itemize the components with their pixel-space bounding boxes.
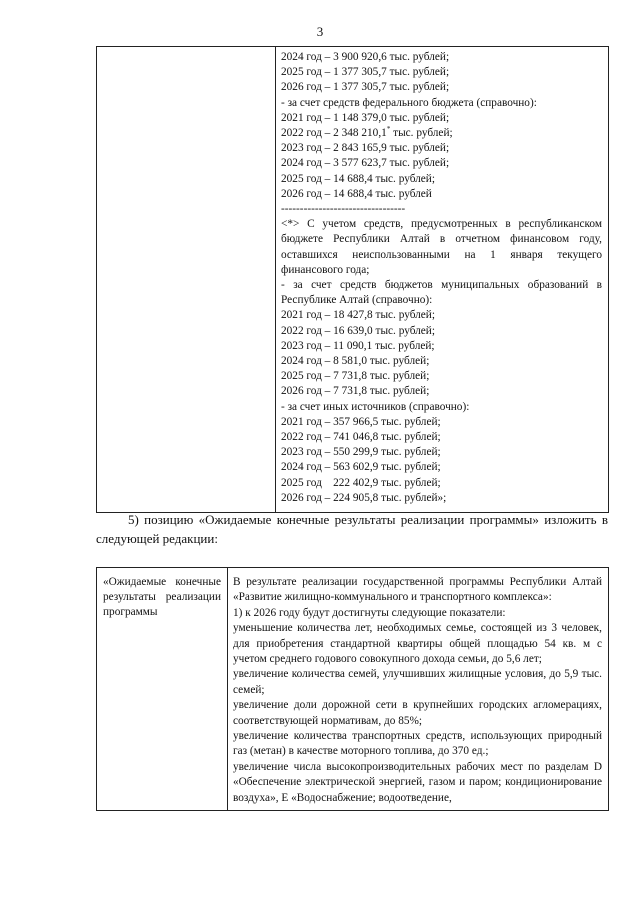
budget-line-2022-federal <box>281 126 602 141</box>
budget-line: 2021 год – 1 148 379,0 тыс. рублей; <box>281 111 450 124</box>
budget-line: 2021 год – 357 966,5 тыс. рублей; <box>281 415 441 428</box>
budget-line: 2026 год – 7 731,8 тыс. рублей; <box>281 385 430 398</box>
municipal-budget-heading: - за счет средств бюджетов муниципальных образований в Республике Алтай (справочно): <box>281 279 602 307</box>
budget-line: 2025 год – 1 377 305,7 тыс. рублей; <box>281 66 450 79</box>
footnote-text: <*> С учетом средств, предусмотренных в республиканском бюджете Республики Алтай в отчетном финансовом году, оставшихся неиспользованными на 1 января текущего финансового года; <box>281 218 602 276</box>
budget-line: 2023 год – 2 843 165,9 тыс. рублей; <box>281 142 450 155</box>
budget-line: 2024 год – 563 602,9 тыс. рублей; <box>281 461 441 474</box>
results-paragraph: увеличение количества транспортных средств, использующих природный газ (метан) в качестве моторного топлива, до 370 ед.; <box>233 730 602 758</box>
budget-line: 2026 год – 1 377 305,7 тыс. рублей; <box>281 81 450 94</box>
footnote-separator: --------------------------------- <box>281 203 406 216</box>
results-paragraph: увеличение числа высокопроизводительных рабочих мест по разделам D «Обеспечение электрической энергией, газом и паром; кондиционирование воздуха», E «Водоснабжение; водоотведение, <box>233 760 602 804</box>
budget-line: 2023 год – 550 299,9 тыс. рублей; <box>281 446 441 459</box>
federal-budget-heading: - за счет средств федерального бюджета (справочно): <box>281 96 537 109</box>
footnote-marker: * <box>386 125 391 134</box>
results-paragraph: увеличение количества семей, улучшивших жилищные условия, до 5,9 тыс. семей; <box>233 668 602 696</box>
funding-table <box>96 46 609 513</box>
results-paragraph: увеличение доли дорожной сети в крупнейших городских агломерациях, соответствующей нормативам, до 85%; <box>233 699 602 727</box>
results-table-right-cell <box>228 568 609 811</box>
budget-line: 2025 год – 14 688,4 тыс. рублей; <box>281 172 435 185</box>
budget-line: 2021 год – 18 427,8 тыс. рублей; <box>281 309 435 322</box>
budget-line: 2025 год – 7 731,8 тыс. рублей; <box>281 370 430 383</box>
budget-line: 2022 год – 16 639,0 тыс. рублей; <box>281 324 435 337</box>
budget-line: 2023 год – 11 090,1 тыс. рублей; <box>281 339 435 352</box>
budget-line: 2026 год – 14 688,4 тыс. рублей <box>281 187 432 200</box>
budget-line-suffix: тыс. рублей; <box>390 127 453 140</box>
results-label: «Ожидаемые конечные результаты реализации программы <box>103 576 221 619</box>
budget-line-prefix: 2022 год – 2 348 210,1 <box>281 127 387 140</box>
funding-table-right-cell <box>276 47 609 513</box>
other-sources-heading: - за счет иных источников (справочно): <box>281 400 470 413</box>
budget-line: 2026 год – 224 905,8 тыс. рублей»; <box>281 491 447 504</box>
results-paragraph: уменьшение количества лет, необходимых семье, состоящей из 3 человек, для приобретения стандартной квартиры общей площадью 54 кв. м с учетом среднего годового совокупного дохода семьи, до 5,6 лет; <box>233 622 602 666</box>
results-table-left-cell <box>97 568 228 811</box>
results-paragraph: В результате реализации государственной программы Республики Алтай «Развитие жилищно-коммунального и транспортного комплекса»: <box>233 576 602 604</box>
results-table <box>96 567 609 811</box>
budget-line: 2025 год 222 402,9 тыс. рублей; <box>281 476 441 489</box>
budget-line: 2024 год – 8 581,0 тыс. рублей; <box>281 355 430 368</box>
budget-line: 2022 год – 741 046,8 тыс. рублей; <box>281 431 441 444</box>
page-number: 3 <box>316 24 324 39</box>
budget-line: 2024 год – 3 900 920,6 тыс. рублей; <box>281 51 450 63</box>
budget-line: 2024 год – 3 577 623,7 тыс. рублей; <box>281 157 450 170</box>
funding-table-left-cell <box>97 47 276 513</box>
paragraph-5: 5) позицию «Ожидаемые конечные результаты реализации программы» изложить в следующей редакции: <box>96 512 608 546</box>
results-paragraph: 1) к 2026 году будут достигнуты следующие показатели: <box>233 606 506 619</box>
